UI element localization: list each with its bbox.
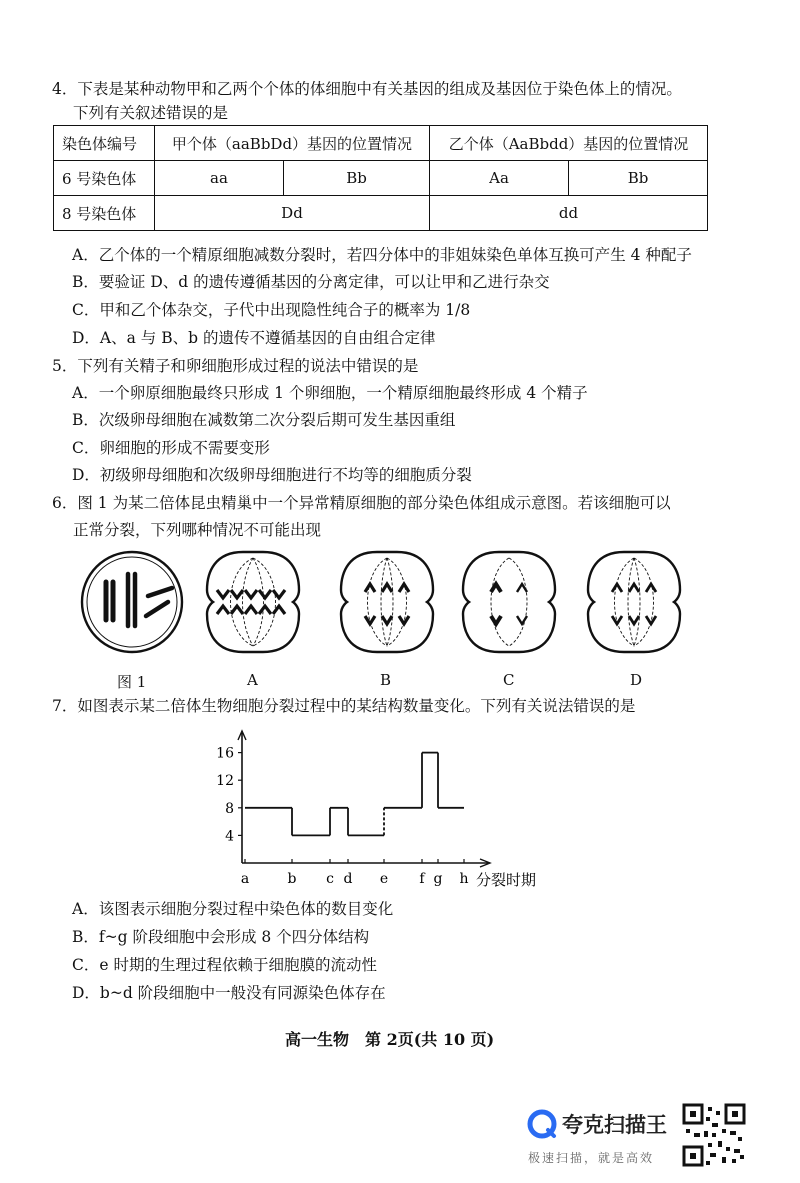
q6-stem-line1: 6．图 1 为某二倍体昆虫精巢中一个异常精原细胞的部分染色体组成示意图。若该细胞可以	[52, 494, 671, 512]
table-header-row	[54, 126, 708, 161]
y-tick-label: 12	[216, 773, 234, 790]
x-axis-label: 分裂时期	[476, 871, 537, 888]
cell-b	[341, 552, 433, 652]
q5-option-a: A．一个卵原细胞最终只形成 1 个卵细胞，一个精原细胞最终形成 4 个精子	[72, 384, 588, 402]
y-tick-label: 4	[225, 828, 234, 845]
table-cell: 6 号染色体	[54, 161, 155, 196]
cell-d	[588, 552, 680, 652]
scanner-watermark	[526, 1103, 756, 1173]
figure-d-caption: D	[630, 671, 643, 689]
scanner-brand: 夸克扫描王	[562, 1113, 667, 1137]
q7-option-a: A．该图表示细胞分裂过程中染色体的数目变化	[72, 900, 394, 918]
x-tick-label: e	[379, 871, 389, 887]
q5-option-c: C．卵细胞的形成不需要变形	[72, 439, 270, 457]
q7-stem: 7．如图表示某二倍体生物细胞分裂过程中的某结构数量变化。下列有关说法错误的是	[52, 697, 636, 715]
q5-stem: 5．下列有关精子和卵细胞形成过程的说法中错误的是	[52, 357, 419, 375]
table-cell: aa	[155, 161, 284, 196]
gene-table	[53, 125, 708, 231]
x-tick-label: d	[343, 871, 353, 887]
x-tick-label: h	[459, 871, 469, 887]
table-cell: Bb	[569, 161, 708, 196]
q4-option-b: B．要验证 D、d 的遗传遵循基因的分离定律，可以让甲和乙进行杂交	[72, 273, 550, 291]
x-tick-label: b	[287, 871, 297, 887]
cell-c	[463, 552, 555, 652]
x-tick-label: a	[240, 871, 250, 887]
q5-option-b: B．次级卵母细胞在减数第二次分裂后期可发生基因重组	[72, 411, 456, 429]
figure-b-caption: B	[380, 671, 392, 689]
q4-stem-line1: 4．下表是某种动物甲和乙两个个体的体细胞中有关基因的组成及基因位于染色体上的情况。	[52, 80, 682, 98]
table-cell: dd	[430, 196, 708, 231]
figure-c-caption: C	[503, 671, 515, 689]
step-chart	[200, 728, 560, 888]
q5-option-d: D．初级卵母细胞和次级卵母细胞进行不均等的细胞质分裂	[72, 466, 472, 484]
table-row	[54, 196, 708, 231]
qr-code-icon	[682, 1103, 746, 1167]
cell-diagrams	[60, 550, 700, 660]
table-cell: Bb	[284, 161, 430, 196]
q7-option-d: D．b~d 阶段细胞中一般没有同源染色体存在	[72, 984, 386, 1002]
q4-option-d: D．A、a 与 B、b 的遗传不遵循基因的自由组合定律	[72, 329, 436, 347]
x-tick-label: g	[433, 871, 443, 887]
table-row	[54, 161, 708, 196]
figure1-cell	[82, 552, 182, 652]
q4-stem-line2: 下列有关叙述错误的是	[73, 104, 229, 122]
table-header-cell: 甲个体（aaBbDd）基因的位置情况	[155, 126, 430, 161]
scanner-slogan: 极速扫描，就是高效	[528, 1151, 655, 1165]
q7-option-b: B．f~g 阶段细胞中会形成 8 个四分体结构	[72, 928, 370, 946]
y-tick-label: 8	[225, 800, 234, 817]
x-tick-label: f	[419, 871, 425, 887]
table-cell: Dd	[155, 196, 430, 231]
x-tick-label: c	[326, 871, 334, 887]
scanner-logo-icon	[526, 1108, 558, 1140]
table-header-cell: 染色体编号	[54, 126, 155, 161]
q4-option-a: A．乙个体的一个精原细胞减数分裂时，若四分体中的非姐妹染色单体互换可产生 4 种配子	[72, 246, 692, 264]
page-footer: 高一生物 第 2页(共 10 页)	[285, 1030, 495, 1049]
figure-a-caption: A	[247, 671, 258, 689]
table-cell: 8 号染色体	[54, 196, 155, 231]
y-tick-label: 16	[216, 745, 234, 762]
table-cell: Aa	[430, 161, 569, 196]
table-header-cell: 乙个体（AaBbdd）基因的位置情况	[430, 126, 708, 161]
figure1-caption: 图 1	[117, 673, 147, 691]
q7-option-c: C．e 时期的生理过程依赖于细胞膜的流动性	[72, 956, 377, 974]
q4-option-c: C．甲和乙个体杂交，子代中出现隐性纯合子的概率为 1/8	[72, 301, 471, 319]
q6-stem-line2: 正常分裂，下列哪种情况不可能出现	[73, 521, 322, 539]
cell-a	[207, 552, 299, 652]
